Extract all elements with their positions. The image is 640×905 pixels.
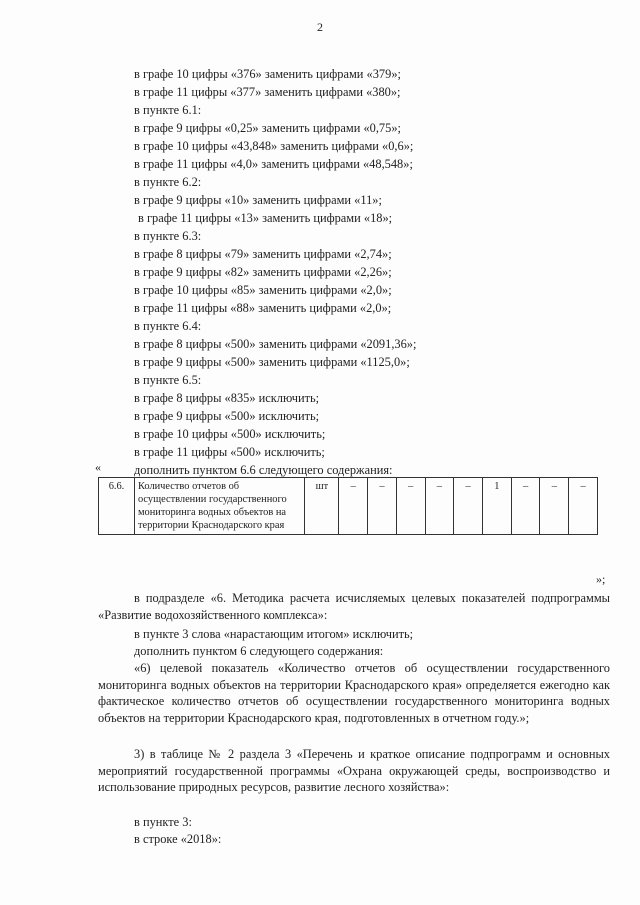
table-cell-value: – <box>511 478 540 535</box>
table-cell-value: – <box>396 478 425 535</box>
text-line: в графе 11 цифры «4,0» заменить цифрами «48,548»; <box>134 157 413 171</box>
text-line: в графе 9 цифры «82» заменить цифрами «2,26»; <box>134 265 392 279</box>
text-line: в графе 9 цифры «500» заменить цифрами «1125,0»; <box>134 355 410 369</box>
table-cell-value: 1 <box>482 478 511 535</box>
text-line: в графе 9 цифры «10» заменить цифрами «11»; <box>134 193 382 207</box>
paragraph-text: в подразделе «6. Методика расчета исчисляемых целевых показателей подпрограммы «Развитие водохозяйственного комплекса»: <box>98 591 610 622</box>
text-line: дополнить пунктом 6.6 следующего содержания: <box>134 463 393 477</box>
text-line: в графе 9 цифры «500» исключить; <box>134 409 320 423</box>
quote-open: « <box>95 460 101 474</box>
text-line: в графе 9 цифры «0,25» заменить цифрами «0,75»; <box>134 121 401 135</box>
text-line: в графе 11 цифры «88» заменить цифрами «2,0»; <box>134 301 392 315</box>
table-cell-value: – <box>569 478 598 535</box>
paragraph <box>98 590 610 623</box>
text-line: в пункте 6.3: <box>134 229 202 243</box>
paragraph: в пункте 3 слова «нарастающим итогом» исключить; <box>134 627 414 641</box>
paragraph-text: 3) в таблице № 2 раздела 3 «Перечень и краткое описание подпрограмм и основных мероприятий государственной программы «Охрана окружающей среды, воспроизводство и использование природных ресурсов, развитие лесного хозяйства»: <box>98 747 610 795</box>
text-line: в графе 10 цифры «43,848» заменить цифрами «0,6»; <box>134 139 414 153</box>
table-cell-value: – <box>425 478 454 535</box>
text-line: в графе 10 цифры «85» заменить цифрами «2,0»; <box>134 283 392 297</box>
text-line: в графе 10 цифры «500» исключить; <box>134 427 326 441</box>
page-number: 2 <box>317 20 323 34</box>
text-line: в графе 11 цифры «13» заменить цифрами «18»; <box>138 211 393 225</box>
paragraph: в строке «2018»: <box>134 832 222 846</box>
table-cell-value: – <box>368 478 397 535</box>
paragraph: дополнить пунктом 6 следующего содержания: <box>134 644 384 658</box>
text-line: в графе 8 цифры «79» заменить цифрами «2,74»; <box>134 247 392 261</box>
table-cell-value: – <box>454 478 483 535</box>
text-line: в графе 8 цифры «835» исключить; <box>134 391 320 405</box>
table-cell-name: Количество отчетов об осуществлении государственного мониторинга водных объектов на территории Краснодарского края <box>134 478 304 535</box>
paragraph <box>98 746 610 796</box>
text-line: в графе 11 цифры «500» исключить; <box>134 445 325 459</box>
paragraph <box>98 660 610 726</box>
text-line: в пункте 6.1: <box>134 103 202 117</box>
inserted-table <box>98 477 598 535</box>
text-line: в графе 8 цифры «500» заменить цифрами «2091,36»; <box>134 337 417 351</box>
text-line: в пункте 6.5: <box>134 373 202 387</box>
table-cell-number: 6.6. <box>99 478 135 535</box>
table-row <box>99 478 598 535</box>
paragraph-text: «6) целевой показатель «Количество отчетов об осуществлении государственного мониторинга водных объектов на территории Краснодарского края» определяется ежегодно как фактическое количество отчетов об осуществлении государственного мониторинга водных объектов на территории Краснодарского края, подготовленных в отчетном году.»; <box>98 661 610 725</box>
text-line: в пункте 6.4: <box>134 319 202 333</box>
text-line: в пункте 6.2: <box>134 175 202 189</box>
paragraph: в пункте 3: <box>134 815 192 829</box>
text-line: в графе 10 цифры «376» заменить цифрами «379»; <box>134 67 401 81</box>
table-cell-unit: шт <box>305 478 339 535</box>
quote-close: »; <box>596 572 606 586</box>
text-line: в графе 11 цифры «377» заменить цифрами «380»; <box>134 85 401 99</box>
table-cell-value: – <box>339 478 368 535</box>
table-cell-value: – <box>540 478 569 535</box>
